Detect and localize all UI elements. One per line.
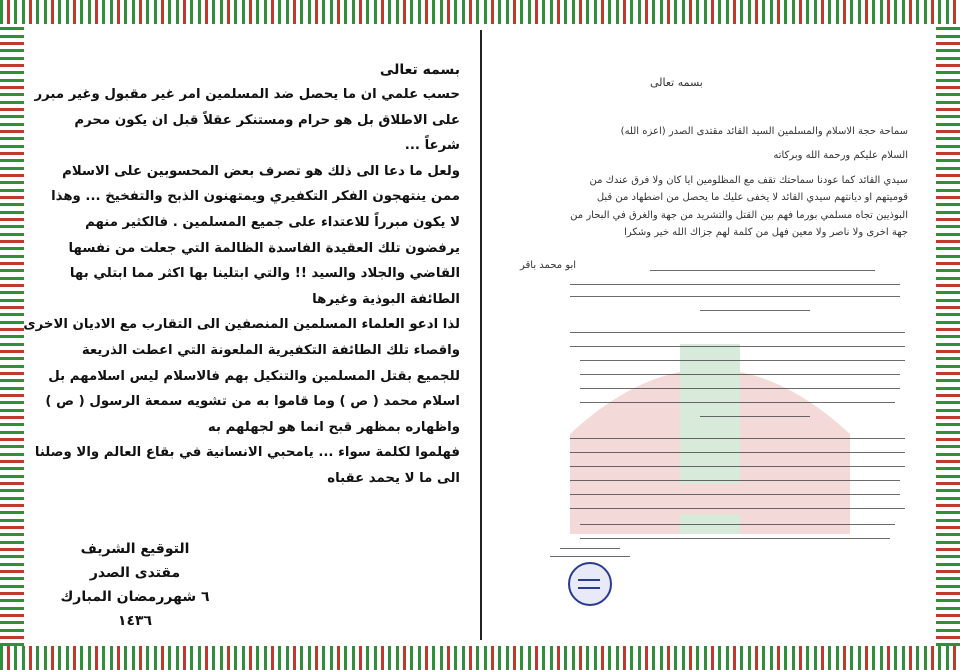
statement-line: فهلموا لكلمة سواء ... يامحبي الانسانية في بقاع العالم والا وصلنا (34, 445, 460, 461)
statement-line: الى ما لا يحمد عقباه (327, 470, 460, 486)
statement-line: شرعاً ... (404, 138, 460, 154)
statement-line: القاضي والجلاد والسيد !! والتي ابتلينا بها اكثر مما ابتلي بها (69, 266, 460, 282)
watermark-emblem (530, 284, 890, 554)
letter-basmala: بسمه تعالى (650, 76, 703, 89)
statement-line: ممن ينتهجون الفكر التكفيري ويمتهنون الذبح والتفخيخ ... وهذا (51, 189, 460, 205)
letter-line: البوذيين تجاه مسلمي بورما فهم بين القتل والتشريد من جهة والغرق في البحار من (570, 209, 908, 221)
ornamental-border-bottom (0, 646, 960, 670)
statement-line: للجميع بقتل المسلمين والتنكيل بهم فالاسلام ليس اسلامهم بل (48, 368, 460, 384)
statement-line: اسلام محمد ( ص ) وما قاموا به من تشويه سمعة الرسول ( ص ) (45, 394, 460, 410)
statement-line: واظهاره بمظهر قبح انما هو لجهلهم به (207, 419, 460, 435)
signature-name: مقتدى الصدر (89, 565, 181, 581)
signature-title: التوقيع الشريف (80, 541, 190, 557)
statement-line: يرفضون تلك العقيدة الفاسدة الظالمة التي جعلت من نفسها (68, 240, 460, 256)
statement-line: لا يكون مبرراً للاعتداء على جميع المسلمين . فالكثير منهم (85, 214, 460, 230)
statement-panel (23, 62, 460, 629)
ornamental-border-top (0, 0, 960, 24)
statement-line: واقصاء تلك الطائفة التكفيرية الملعونة التي اعطت الذريعة (81, 342, 460, 358)
statement-line: على الاطلاق بل هو حرام ومستنكر عقلاً قبل ان يكون محرم (74, 112, 460, 128)
letter-line: سيدي القائد كما عودنا سماحتك تقف مع المظلومين ايا كان ولا فرق عندك من (589, 175, 908, 186)
statement-line: لذا ادعو العلماء المسلمين المنصفين الى التقارب مع الاديان الاخرى (23, 317, 460, 333)
letter-sender: ابو محمد باقر (520, 260, 577, 271)
statement-line: ولعل ما دعا الى ذلك هو تصرف بعض المحسوبين على الاسلام (62, 163, 460, 179)
ornamental-border-left (0, 24, 24, 646)
letter-line: قوميتهم او ديانتهم سيدي القائد لا يخفى عليك ما يحصل من اضطهاد من قبل (596, 192, 908, 204)
statement-line: حسب علمي ان ما يحصل ضد المسلمين امر غير مقبول وغير مبرر (34, 87, 460, 102)
letter-body (508, 172, 908, 242)
signature-block (50, 537, 220, 633)
seal-stamp (568, 562, 612, 606)
letter-greeting: السلام عليكم ورحمة الله وبركاته (773, 150, 908, 161)
statement-basmala: بسمه تعالى (379, 62, 460, 78)
letter-address: سماحة حجة الاسلام والمسلمين السيد القائد مقتدى الصدر (اعزه الله) (620, 126, 908, 137)
signature-date: ٦ شهررمضان المبارك ١٤٣٦ (60, 589, 210, 629)
letter-line: جهة اخرى ولا ناصر ولا معين فهل من كلمة لهم جزاك الله خير وشكرا (624, 227, 908, 239)
letter-panel (500, 34, 920, 634)
ornamental-border-right (936, 24, 960, 646)
statement-line: الطائفة البوذية وغيرها (312, 291, 460, 307)
center-divider (480, 30, 482, 640)
